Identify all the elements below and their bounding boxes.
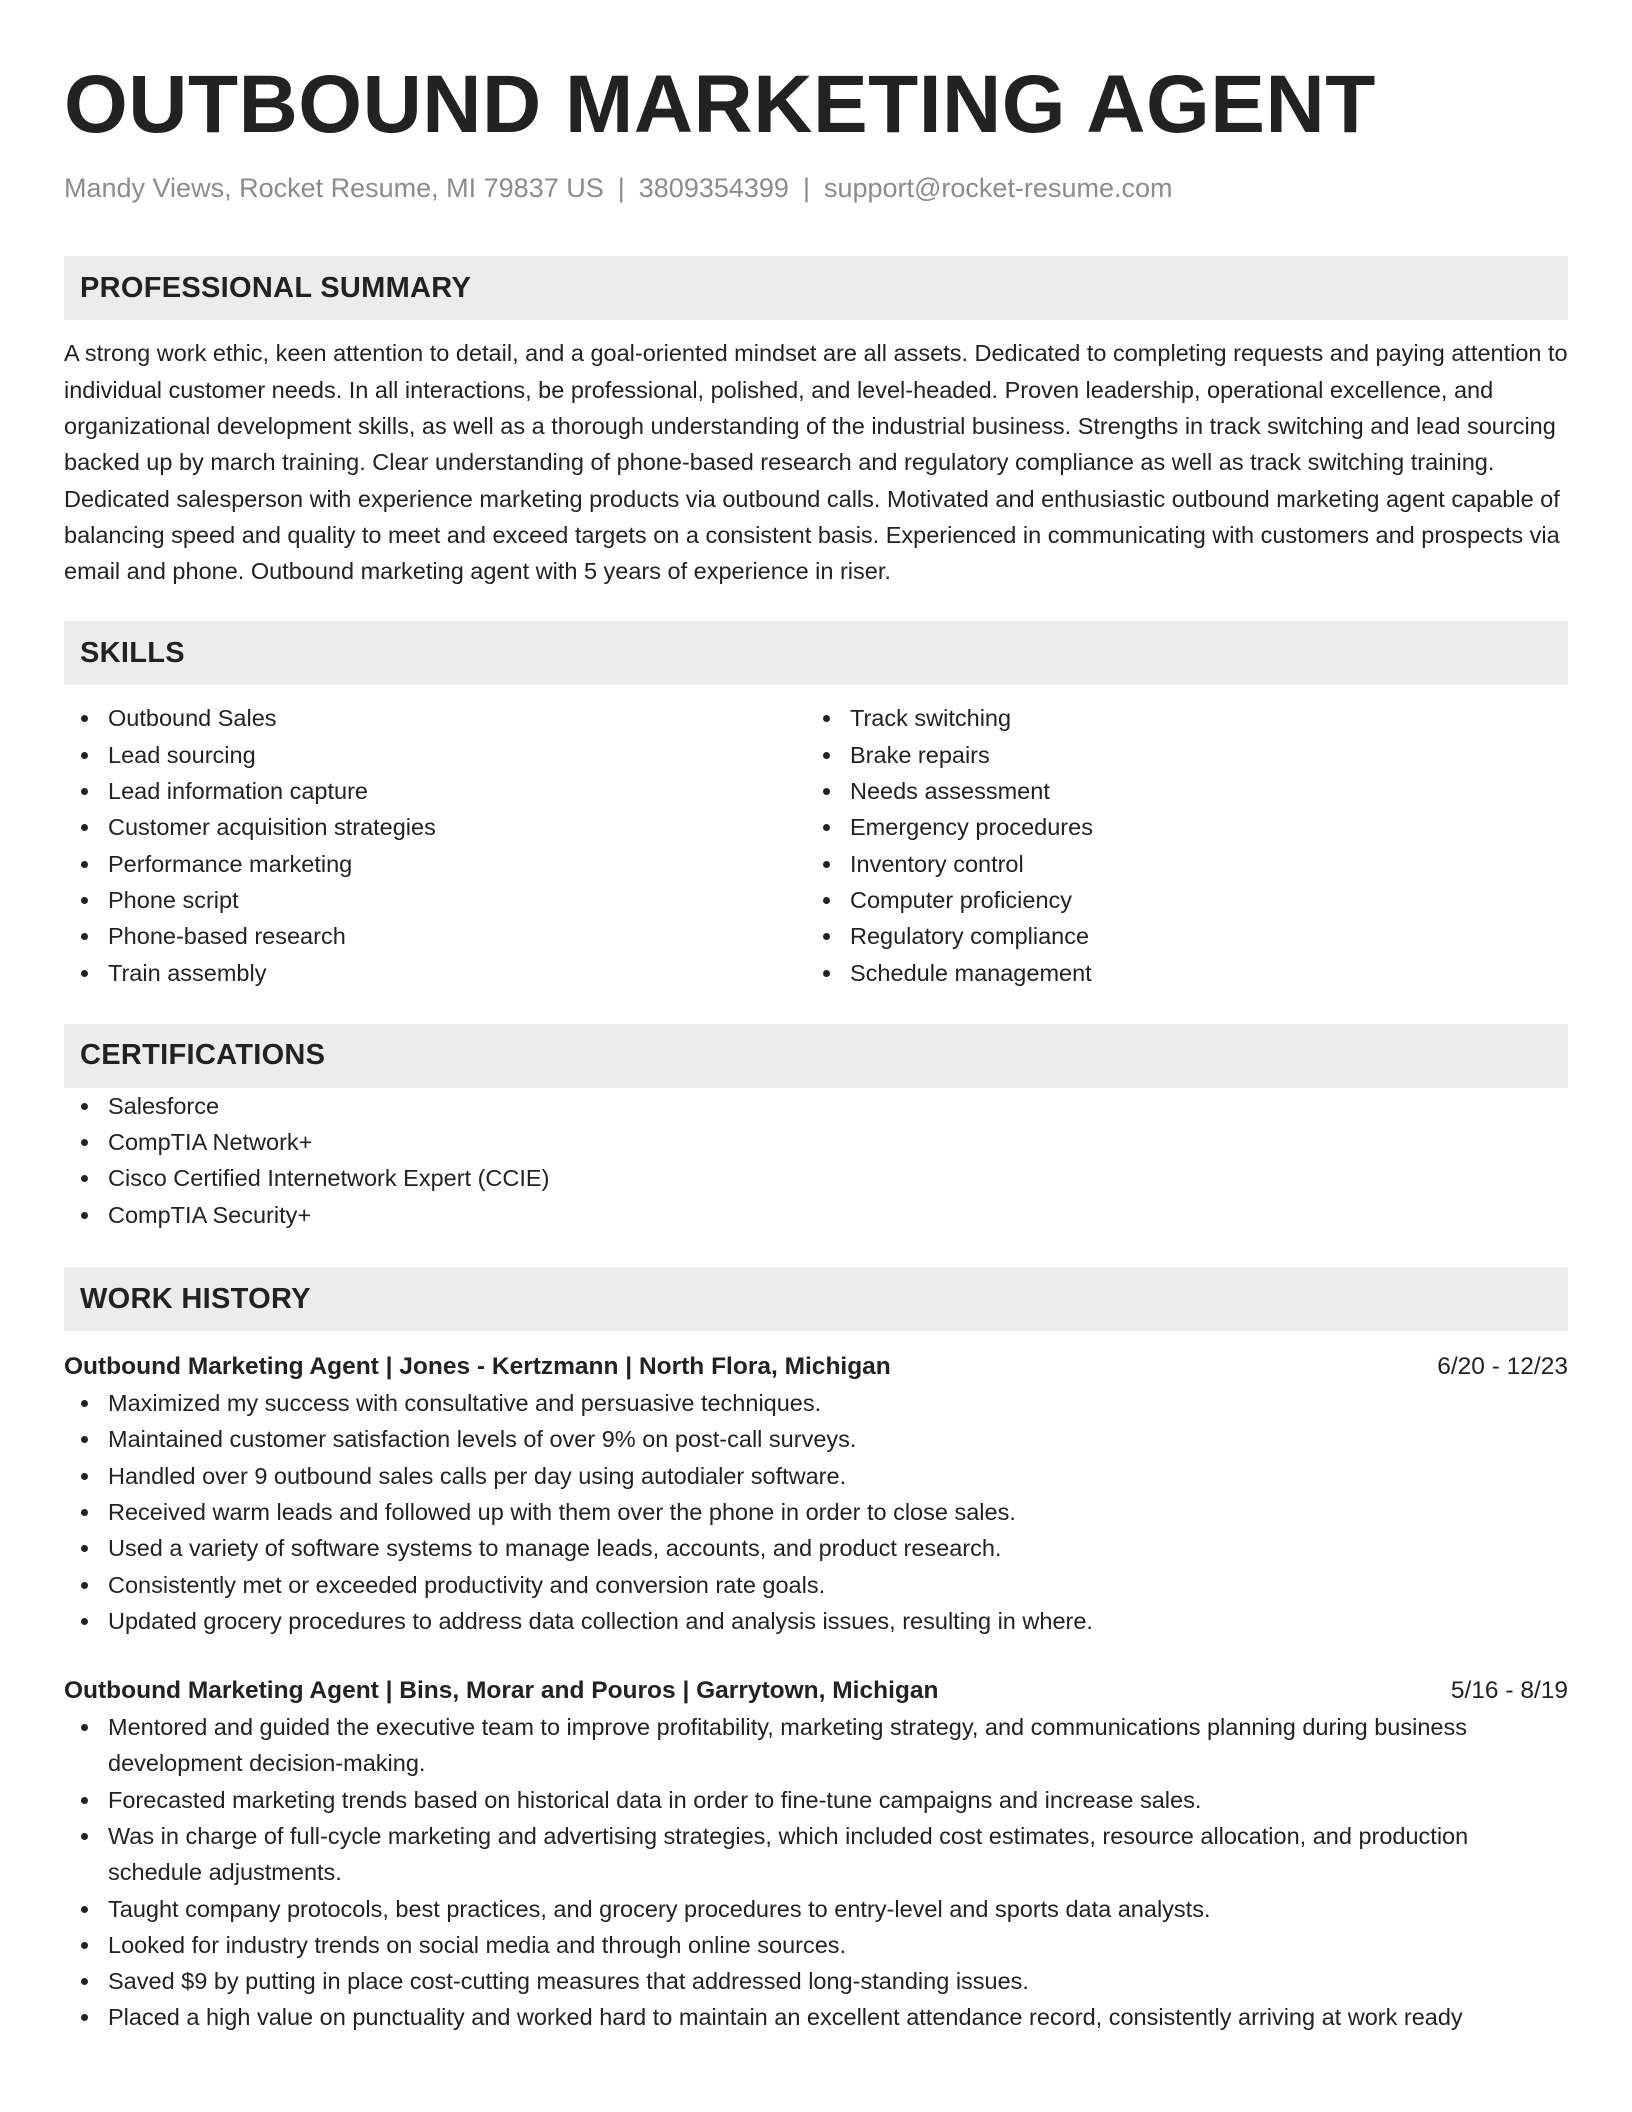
contact-phone: 3809354399 [638,173,789,203]
job-title-line: Outbound Marketing Agent | Jones - Kertzmann | North Flora, Michigan [64,1353,891,1381]
list-item: Inventory control [806,846,1548,882]
contact-line [64,172,1568,204]
job-dates: 5/16 - 8/19 [1450,1677,1568,1705]
list-item: Updated grocery procedures to address data collection and analysis issues, resulting in where. [64,1603,1568,1639]
list-item: Phone-based research [64,918,806,954]
job-dates: 6/20 - 12/23 [1437,1353,1568,1381]
list-item: Phone script [64,882,806,918]
list-item: Was in charge of full-cycle marketing and advertising strategies, which included cost estimates, resource allocation, and production schedule adjustments. [64,1818,1568,1891]
list-item: Handled over 9 outbound sales calls per day using autodialer software. [64,1458,1568,1494]
list-item: Train assembly [64,955,806,991]
list-item: Customer acquisition strategies [64,809,806,845]
job-bullets [64,1709,1568,2036]
list-item: Received warm leads and followed up with them over the phone in order to close sales. [64,1494,1568,1530]
job-title-line: Outbound Marketing Agent | Bins, Morar and Pouros | Garrytown, Michigan [64,1677,939,1705]
list-item: Mentored and guided the executive team to improve profitability, marketing strategy, and communications planning during business development decision-making. [64,1709,1568,1782]
contact-address: Mandy Views, Rocket Resume, MI 79837 US [64,173,604,203]
section-header-work-history: WORK HISTORY [64,1267,1568,1331]
contact-email: support@rocket-resume.com [823,173,1173,203]
list-item: Used a variety of software systems to manage leads, accounts, and product research. [64,1530,1568,1566]
list-item: Placed a high value on punctuality and worked hard to maintain an excellent attendance record, consistently arriving at work ready [64,1999,1568,2035]
list-item: Needs assessment [806,773,1548,809]
contact-separator: | [617,173,625,203]
job-bullets [64,1385,1568,1639]
list-item: Lead sourcing [64,737,806,773]
job-heading [64,1673,1568,1709]
skills-column-left [64,700,806,990]
list-item: Track switching [806,700,1548,736]
list-item: Computer proficiency [806,882,1548,918]
section-header-skills: SKILLS [64,621,1568,685]
list-item: Regulatory compliance [806,918,1548,954]
list-item: CompTIA Network+ [64,1124,1568,1160]
list-item: Forecasted marketing trends based on historical data in order to fine-tune campaigns and increase sales. [64,1782,1568,1818]
list-item: Outbound Sales [64,700,806,736]
summary-text: A strong work ethic, keen attention to detail, and a goal-oriented mindset are all assets. Dedicated to completing requests and paying attention to individual customer needs. In all interactions, be professional, polished, and level-headed. Proven leadership, operational excellence, and organizational development skills, as well as a thorough understanding of the industrial business. Strengths in track switching and lead sourcing backed up by march training. Clear understanding of phone-based research and regulatory compliance as well as track switching training. Dedicated salesperson with experience marketing products via outbound calls. Motivated and enthusiastic outbound marketing agent capable of balancing speed and quality to meet and exceed targets on a consistent basis. Experienced in communicating with customers and prospects via email and phone. Outbound marketing agent with 5 years of experience in riser. [64,340,1568,585]
list-item: Consistently met or exceeded productivity and conversion rate goals. [64,1567,1568,1603]
skills-list-right [806,700,1548,990]
list-item: Cisco Certified Internetwork Expert (CCIE) [64,1160,1568,1196]
skills-column-right [806,700,1548,990]
section-header-certifications: CERTIFICATIONS [64,1024,1568,1088]
contact-separator: | [802,173,810,203]
skills-grid [64,700,1568,990]
list-item: CompTIA Security+ [64,1197,1568,1233]
list-item: Salesforce [64,1088,1568,1124]
certifications-list [64,1088,1568,1233]
list-item: Lead information capture [64,773,806,809]
job-heading [64,1349,1568,1385]
list-item: Maximized my success with consultative and persuasive techniques. [64,1385,1568,1421]
list-item: Maintained customer satisfaction levels of over 9% on post-call surveys. [64,1421,1568,1457]
list-item: Emergency procedures [806,809,1548,845]
list-item: Performance marketing [64,846,806,882]
list-item: Saved $9 by putting in place cost-cutting measures that addressed long-standing issues. [64,1963,1568,1999]
list-item: Taught company protocols, best practices, and grocery procedures to entry-level and sports data analysts. [64,1891,1568,1927]
list-item: Looked for industry trends on social media and through online sources. [64,1927,1568,1963]
section-header-summary: PROFESSIONAL SUMMARY [64,256,1568,320]
resume-title: OUTBOUND MARKETING AGENT [64,59,1376,150]
list-item: Brake repairs [806,737,1548,773]
list-item: Schedule management [806,955,1548,991]
skills-list-left [64,700,806,990]
